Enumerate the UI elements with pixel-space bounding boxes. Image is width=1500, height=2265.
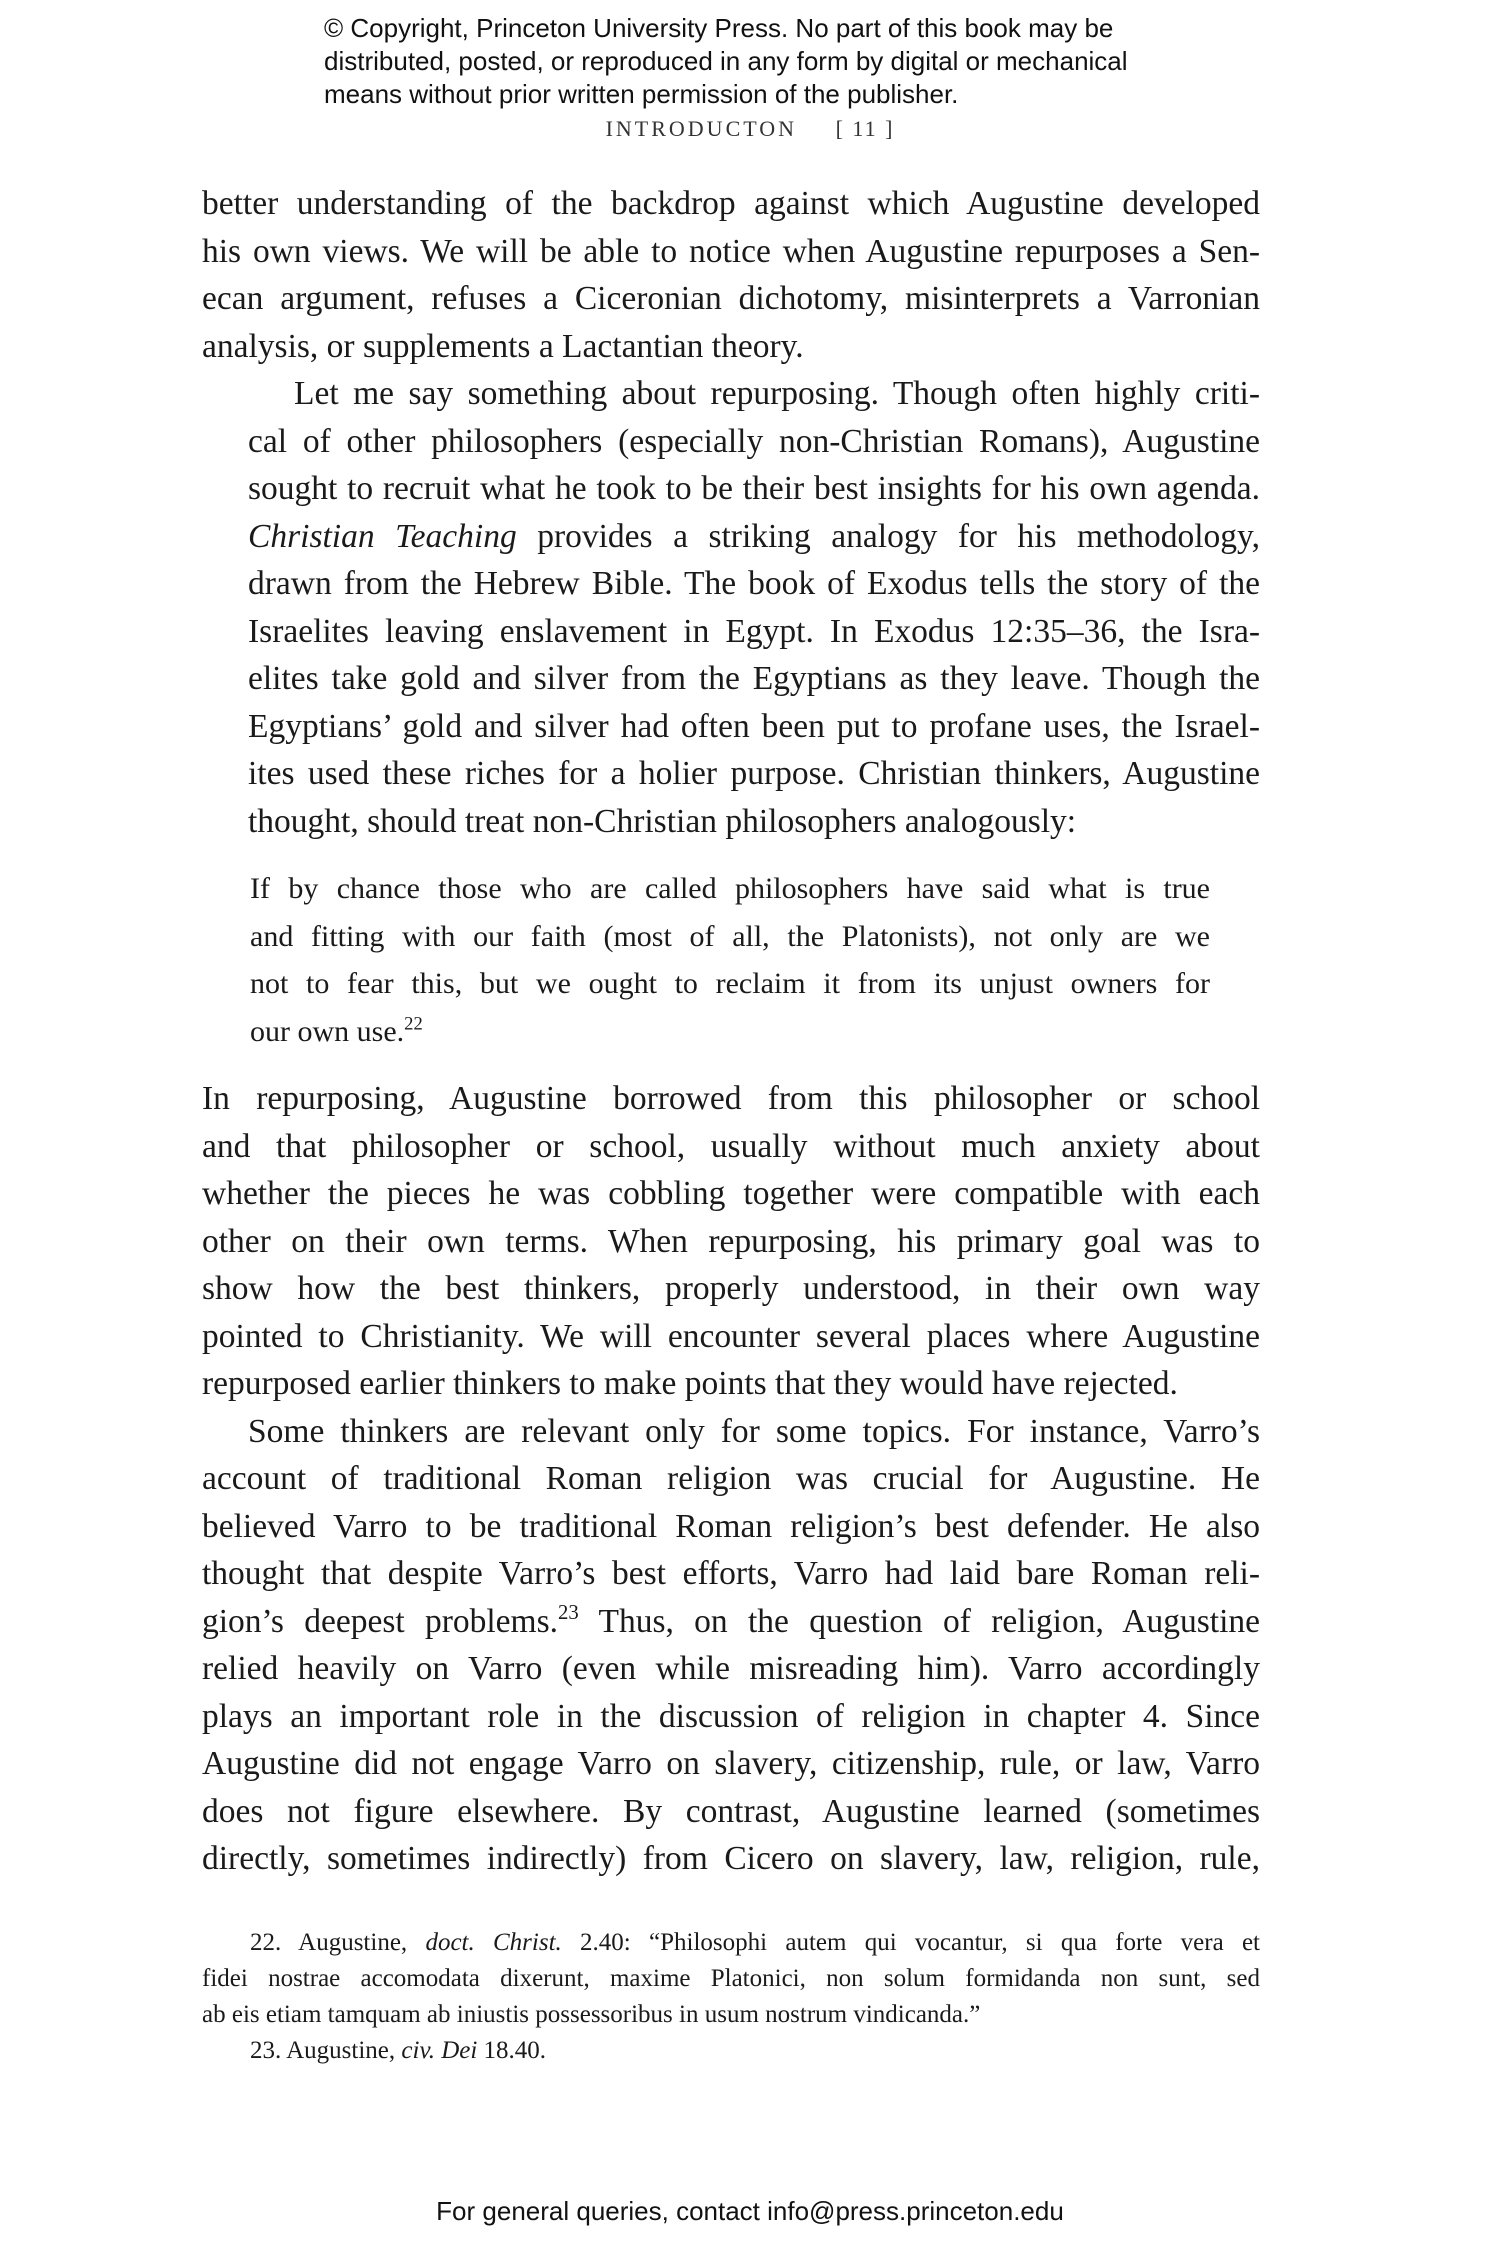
text-fragment: gion’s deepest problems. [202, 1602, 559, 1640]
text-line: elites take gold and silver from the Egyptians as they leave. Though the [248, 660, 1260, 697]
text-line: does not figure elsewhere. By contrast, Augustine learned (sometimes [202, 1792, 1260, 1830]
text-line: cal of other philosophers (especially non-Christian Romans), Augustine [248, 422, 1260, 460]
quote-line: If by chance those who are called philosophers have said what is true [250, 872, 1210, 905]
text-line: ecan argument, refuses a Ciceronian dichotomy, misinterprets a Varronian [202, 280, 1260, 317]
footnote-ref[interactable]: 22 [404, 1012, 423, 1034]
text-line: directly, sometimes indirectly) from Cicero on slavery, law, religion, rule, [202, 1840, 1260, 1877]
running-head-title: INTRODUCTON [605, 116, 798, 141]
quote-line [250, 1008, 1210, 1056]
text-line: other on their own terms. When repurposing, his primary goal was to [202, 1222, 1260, 1260]
text-fragment: 18.40. [477, 2037, 547, 2064]
text-fragment: Thus, on the question of religion, Augustine [578, 1602, 1261, 1640]
text-fragment: 23. Augustine, [250, 2037, 402, 2064]
text-line: Israelites leaving enslavement in Egypt. In Exodus 12:35–36, the Isra- [248, 612, 1260, 650]
text-fragment: 22. Augustine, [250, 1929, 426, 1956]
paragraph [202, 1075, 1260, 1408]
body-text [202, 180, 1260, 1883]
text-line: Some thinkers are relevant only for some topics. For instance, Varro’s [248, 1412, 1260, 1450]
copyright-line: distributed, posted, or reproduced in any form by digital or mechanical [324, 46, 1128, 76]
footnote-line: ab eis etiam tamquam ab iniustis possessoribus in usum nostrum vindicanda.” [202, 2001, 981, 2028]
text-line: Egyptians’ gold and silver had often been put to profane uses, the Israel- [248, 707, 1260, 745]
copyright-line: © Copyright, Princeton University Press. No part of this book may be [324, 13, 1114, 43]
text-line: drawn from the Hebrew Bible. The book of Exodus tells the story of the [248, 565, 1260, 602]
text-line: plays an important role in the discussion of religion in chapter 4. Since [202, 1697, 1260, 1735]
book-title: Christian Teaching [248, 517, 517, 555]
text-line: show how the best thinkers, properly understood, in their own way [202, 1270, 1260, 1307]
work-title: civ. Dei [401, 2037, 478, 2064]
footnote-ref[interactable]: 23 [558, 1600, 579, 1624]
footnote-line [202, 1925, 1260, 1961]
copyright-notice [324, 12, 1224, 111]
work-title: doct. Christ. [425, 1929, 562, 1956]
text-line: better understanding of the backdrop against which Augustine developed [202, 185, 1260, 222]
text-line: Augustine did not engage Varro on slavery, citizenship, rule, or law, Varro [202, 1745, 1260, 1782]
text-line: ites used these riches for a holier purpose. Christian thinkers, Augustine [248, 755, 1260, 792]
text-line: pointed to Christianity. We will encounter several places where Augustine [202, 1317, 1260, 1355]
copyright-line: means without prior written permission of the publisher. [324, 79, 959, 109]
footnote-line [202, 2033, 1260, 2069]
text-line [202, 1598, 1260, 1646]
footnote-line: fidei nostrae accomodata dixerunt, maxime Platonici, non solum formidanda non sunt, sed [202, 1965, 1260, 1992]
text-fragment: provides a striking analogy for his methodology, [516, 517, 1260, 555]
text-line: thought, should treat non-Christian philosophers analogously: [248, 802, 1077, 840]
text-fragment: our own use. [250, 1014, 405, 1048]
text-line: analysis, or supplements a Lactantian theory. [202, 327, 804, 365]
text-line [202, 513, 1260, 561]
footnote-23 [202, 2033, 1260, 2069]
text-line: his own views. We will be able to notice when Augustine repurposes a Sen- [202, 232, 1260, 270]
page-number: [ 11 ] [835, 116, 895, 141]
text-line: believed Varro to be traditional Roman religion’s best defender. He also [202, 1507, 1260, 1545]
footnotes [202, 1925, 1260, 2069]
text-line: sought to recruit what he took to be their best insights for his own agenda. [248, 470, 1260, 507]
running-head [0, 116, 1500, 142]
footnote-22 [202, 1925, 1260, 2033]
footer-contact: For general queries, contact info@press.princeton.edu [436, 2196, 1064, 2226]
paragraph [202, 1408, 1260, 1883]
text-line: In repurposing, Augustine borrowed from this philosopher or school [202, 1080, 1260, 1117]
paragraph [202, 180, 1260, 370]
text-line: repurposed earlier thinkers to make points that they would have rejected. [202, 1365, 1178, 1402]
quote-line: not to fear this, but we ought to reclaim it from its unjust owners for [250, 967, 1210, 1000]
paragraph [202, 370, 1260, 845]
quote-line: and fitting with our faith (most of all, the Platonists), not only are we [250, 919, 1210, 953]
block-quote [250, 865, 1210, 1055]
text-line: Let me say something about repurposing. Though often highly criti- [294, 375, 1260, 412]
text-line: thought that despite Varro’s best efforts, Varro had laid bare Roman reli- [202, 1555, 1260, 1592]
text-line: whether the pieces he was cobbling together were compatible with each [202, 1175, 1260, 1212]
text-line: account of traditional Roman religion was crucial for Augustine. He [202, 1460, 1260, 1497]
text-fragment: 2.40: “Philosophi autem qui vocantur, si qua forte vera et [561, 1929, 1260, 1956]
text-line: and that philosopher or school, usually without much anxiety about [202, 1127, 1260, 1165]
text-line: relied heavily on Varro (even while misreading him). Varro accordingly [202, 1650, 1260, 1687]
